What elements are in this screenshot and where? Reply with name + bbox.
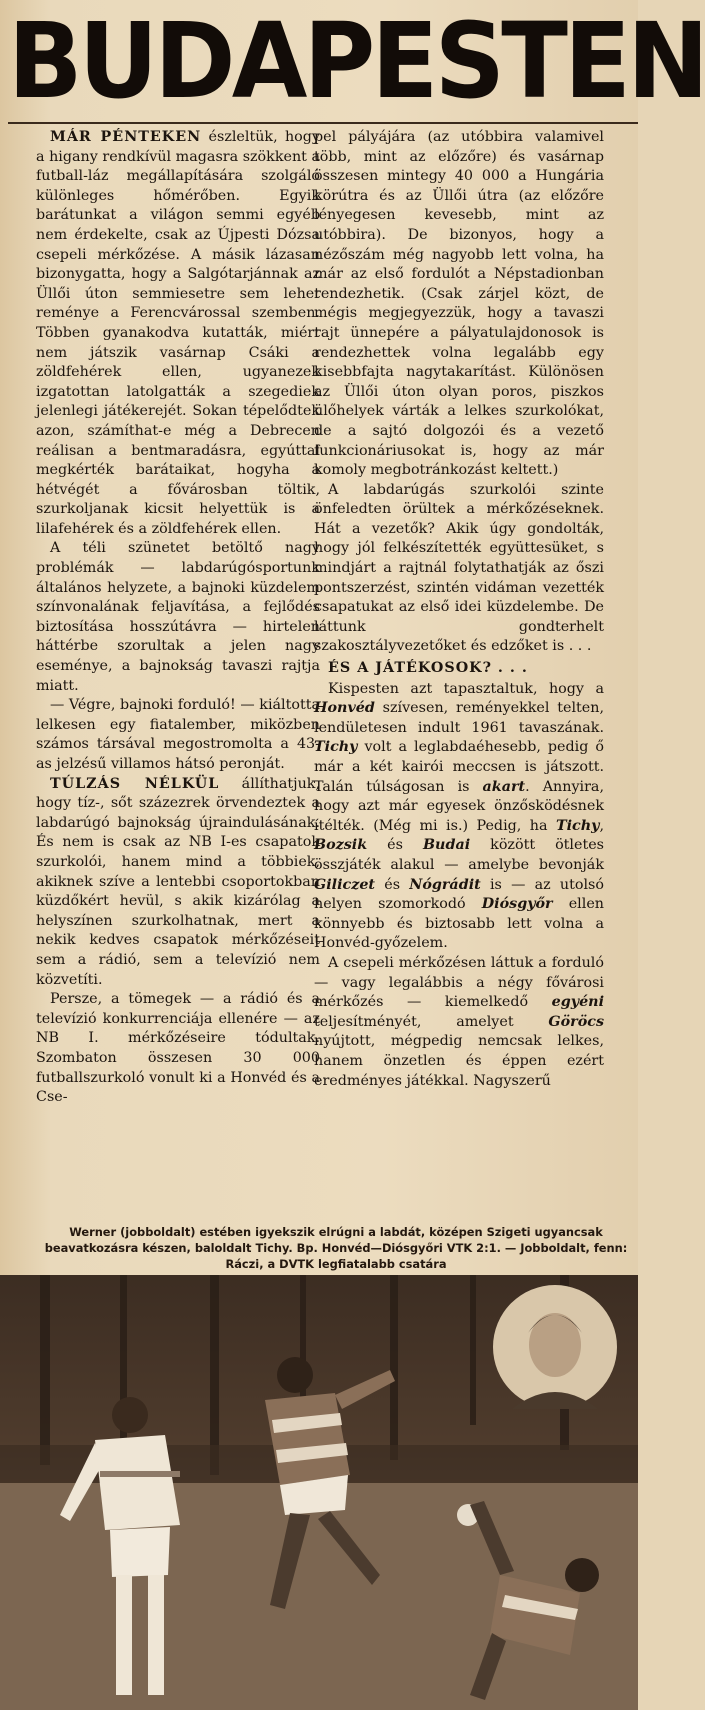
headline-rule	[8, 122, 638, 124]
paragraph: A téli szünetet betöltő nagy problémák — labdarúgósportunk általános helyzete, a bajnoki küzdelem színvonalának feljavítása, a fejlődés biztosítása hosszútávra — hirtelen háttérbe szorultak a jelen nagy eseménye, a bajnokság tavaszi rajtja miatt.	[36, 540, 320, 694]
headline: BUDAPESTEN	[8, 0, 705, 122]
photo-caption: Werner (jobboldalt) estében igyekszik elrúgni a labdát, középen Szigeti ugyancsak beavatkozásra készen, baloldalt Tichy. Bp. Honvéd—Diósgyőri VTK 2:1. — Jobboldalt, fenn: Ráczi, a DVTK legfiatalabb csatára	[44, 1225, 628, 1271]
paragraph: — Végre, bajnoki forduló! — kiáltotta lelkesen egy fiatalember, miközben számos társával megostromolta a 43-as jelzésű villamos hátsó peronját.	[36, 697, 320, 772]
paragraph: Kispesten azt tapasztaltuk, hogy a Honvéd szívesen, reményekkel telten, lendületesen indult 1961 tavaszának. Tichy volt a leglabdaéhesebb, pedig ő már a két kairói meccsen is játszott. Talán túlságosan is akart. Annyira, hogy azt már egyesek önzősködésnek ítélték. (Még mi is.) Pedig, ha Tichy, Bozsik és Budai között ötletes összjáték alakul — amelybe bevonják Giliczet és Nógrádit is — az utolsó helyen szomorkodó Diósgyőr ellen könnyebb és biztosabb lett volna a Honvéd-győzelem.	[314, 680, 605, 952]
paragraph: TÚLZÁS NÉLKÜL állíthatjuk, hogy tíz-, sőt százezrek örvendeztek a labdarúgó bajnokság újraindulásának. És nem is csak az NB I-es csapatok szurkolói, hanem mind a többiek, akiknek szíve a lentebbi csoportokban küzdőkért hevül, s akik kizárólag a helyszínen szurkolhatnak, mert a nekik kedves csapatok mérkőzéseit sem a rádió, sem a televízió nem közvetíti.	[36, 775, 320, 988]
paragraph: Persze, a tömegek — a rádió és a televízió konkurrenciája ellenére — az NB I. mérkőzéseire tódultak. Szombaton összesen 30 000 futballszurkoló vonult ki a Honvéd és a Cse-	[36, 991, 320, 1106]
article-column-left	[36, 128, 320, 1108]
paragraph: A csepeli mérkőzésen láttuk a forduló — vagy legalábbis a négy fővárosi mérkőzés — kiemelkedő egyéni teljesítményét, amelyet Göröcs nyújtott, mégpedig nemcsak lelkes, hanem önzetlen és éppen ezért eredményes játékkal. Nagyszerű	[314, 954, 604, 1089]
paragraph: A labdarúgás szurkolói szinte önfeledten örültek a mérkőzéseknek. Hát a vezetők? Akik úgy gondolták, hogy jól felkészítették együttesüket, s mindjárt a rajtnál folytathatják az őszi pontszerzést, szintén vidáman vezették csapatukat az első idei küzdelembe. De láttunk gondterhelt szakosztályvezetőket és edzőket is . . .	[314, 481, 604, 655]
lead-in: MÁR PÉNTEKEN	[50, 129, 202, 145]
paragraph: MÁR PÉNTEKEN észleltük, hogy a higany rendkívül magasra szökkent a futball-láz megállapítására szolgáló különleges hőmérőben. Egyik barátunkat a világon semmi egyéb nem érdekelte, csak az Újpesti Dózsa csepeli mérkőzése. A másik lázasan bizonygatta, hogy a Salgótarjánnak az Üllői úton semmiesetre sem lehet reménye a Ferencvárossal szemben. Többen gyanakodva kutatták, miért nem játszik vasárnap Csáki a zöldfehérek ellen, ugyanezek izgatottan latolgatták a szegediek jelenlegi játékerejét. Sokan tépelődtek azon, számíthat-e még a Debrecen reálisan a bentmaradásra, egyúttal megkérték barátaikat, hogyha a hétvégét a fővárosban töltik, szurkoljanak kicsit helyettük is a lilafehérek és a zöldfehérek ellen.	[36, 129, 320, 537]
match-photo-illustration	[0, 1275, 638, 1710]
lead-in: TÚLZÁS NÉLKÜL	[50, 775, 220, 792]
article-column-right	[314, 128, 604, 1091]
match-photo	[0, 1275, 638, 1710]
section-subhead: ÉS A JÁTÉKOSOK? . . .	[328, 660, 528, 677]
paragraph: pel pályájára (az utóbbira valamivel több, mint az előzőre) és vasárnap összesen mintegy 40 000 a Hungária körútra és az Üllői útra (az előzőre lényegesen kevesebb, mint az utóbbira). De bizonyos, hogy a nézőszám még nagyobb lett volna, ha már az első fordulót a Népstadionban rendezhetik. (Csak zárjel közt, de mégis megjegyezzük, hogy a tavaszi rajt ünnepére a pályatulajdonosok is rendezhettek volna legalább egy kisebbfajta nagytakarítást. Különösen az Üllői úton olyan poros, piszkos ülőhelyek várták a lelkes szurkolókat, de a sajtó dolgozói és a vezető funkcionáriusokat is, hogy az már komoly megbotránkozást keltett.)	[314, 129, 604, 479]
